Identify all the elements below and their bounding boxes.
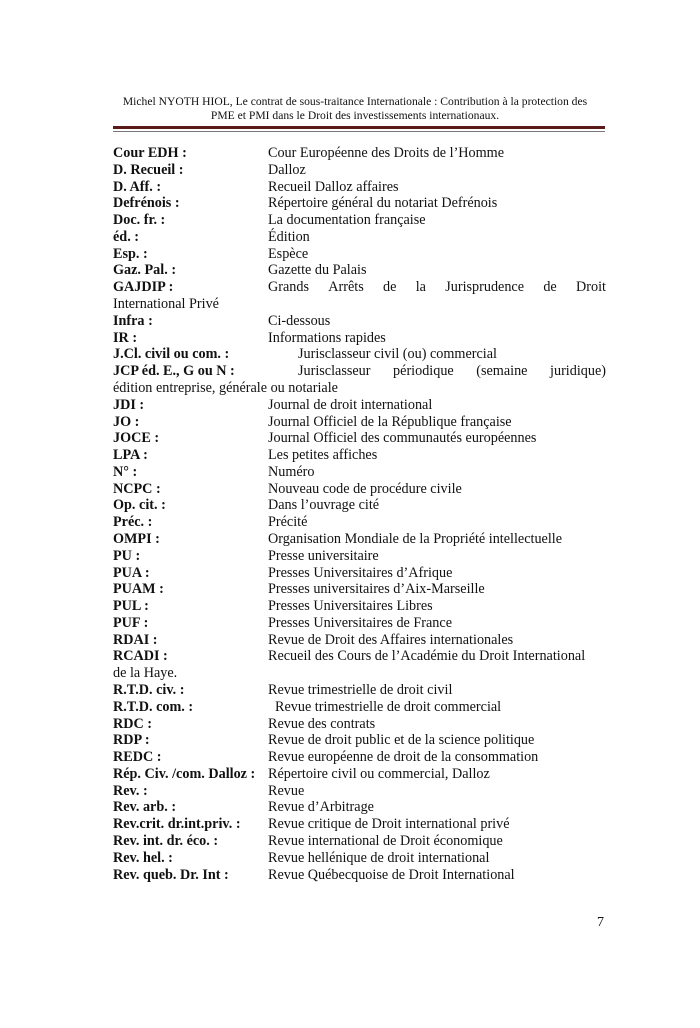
- abbreviation-row: [113, 346, 606, 363]
- definition-word: de: [543, 279, 557, 296]
- abbreviation-term: D. Aff. :: [113, 178, 162, 195]
- abbreviation-definition: Jurisclasseur civil (ou) commercial: [298, 346, 497, 363]
- abbreviation-row: [113, 816, 606, 833]
- abbreviation-row: [113, 447, 606, 464]
- abbreviation-definition: Gazette du Palais: [268, 262, 367, 279]
- abbreviation-row: [113, 313, 606, 330]
- abbreviation-list: [113, 145, 606, 883]
- abbreviation-definition: Dalloz: [268, 161, 306, 178]
- abbreviation-definition: Revue européenne de droit de la consommation: [268, 749, 539, 766]
- abbreviation-definition: Presses Universitaires d’Afrique: [268, 564, 453, 581]
- abbreviation-row: [113, 799, 606, 816]
- abbreviation-row: [113, 279, 606, 296]
- abbreviation-row: [113, 145, 606, 162]
- abbreviation-term: Cour EDH :: [113, 145, 187, 161]
- abbreviation-row: [113, 548, 606, 565]
- abbreviation-term: Defrénois :: [113, 195, 180, 212]
- abbreviation-definition: Informations rapides: [268, 329, 386, 346]
- abbreviation-term: Rev. :: [113, 782, 148, 799]
- abbreviation-term: Doc. fr. :: [113, 212, 166, 229]
- abbreviation-definition: Presses Universitaires de France: [268, 614, 452, 631]
- abbreviation-row: [113, 481, 606, 498]
- running-header-line-2: PME et PMI dans le Droit des investissements internationaux.: [210, 109, 500, 122]
- page-number: 7: [597, 915, 604, 930]
- abbreviation-row: [113, 179, 606, 196]
- definition-word: Arrêts: [328, 279, 364, 296]
- abbreviation-definition: Répertoire civil ou commercial, Dalloz: [268, 765, 490, 782]
- abbreviation-definition: Presses universitaires d’Aix-Marseille: [268, 581, 485, 598]
- abbreviation-row: [113, 514, 606, 531]
- abbreviation-term: PU :: [113, 547, 141, 564]
- abbreviation-definition: Revue d’Arbitrage: [268, 799, 374, 816]
- abbreviation-term: Rev.crit. dr.int.priv. :: [113, 816, 241, 833]
- abbreviation-definition: Journal Officiel de la République française: [268, 413, 512, 430]
- running-header-line-1: Michel NYOTH HIOL, Le contrat de sous-traitance Internationale : Contribution à la protection des: [122, 95, 588, 108]
- abbreviation-definition: Les petites affiches: [268, 447, 378, 464]
- abbreviation-term: PUA :: [113, 564, 150, 581]
- abbreviation-term: Préc. :: [113, 514, 153, 531]
- abbreviation-definition: Revue: [268, 782, 305, 799]
- abbreviation-row: [113, 212, 606, 229]
- abbreviation-row: [113, 833, 606, 850]
- abbreviation-definition: Revue international de Droit économique: [268, 833, 503, 850]
- abbreviation-term: RDC :: [113, 715, 153, 732]
- abbreviation-term: Rép. Civ. /com. Dalloz :: [113, 765, 256, 782]
- abbreviation-term: NCPC :: [113, 480, 161, 497]
- abbreviation-row: [113, 531, 606, 548]
- definition-word: Droit: [576, 279, 606, 296]
- abbreviation-row: [113, 330, 606, 347]
- abbreviation-row: [113, 615, 606, 632]
- abbreviation-row: [113, 632, 606, 649]
- abbreviation-definition: Édition: [268, 228, 310, 245]
- abbreviation-term: RDP :: [113, 732, 150, 749]
- abbreviation-row: [113, 648, 606, 665]
- abbreviation-definition: Revue de droit public et de la science politique: [268, 732, 535, 749]
- abbreviation-definition: Cour Européenne des Droits de l’Homme: [268, 145, 505, 161]
- abbreviation-term: PUAM :: [113, 581, 164, 598]
- abbreviation-term: Rev. hel. :: [113, 849, 173, 866]
- abbreviation-definition: [298, 363, 606, 380]
- abbreviation-term: PUF :: [113, 614, 149, 631]
- abbreviation-definition: Presse universitaire: [268, 547, 379, 564]
- definition-word: la: [415, 279, 426, 296]
- abbreviation-row: [113, 682, 606, 699]
- abbreviation-row: [113, 867, 606, 884]
- abbreviation-row: [113, 195, 606, 212]
- abbreviation-definition: Répertoire général du notariat Defrénois: [268, 195, 498, 212]
- abbreviation-term: IR :: [113, 329, 138, 346]
- abbreviation-definition: Recueil Dalloz affaires: [268, 178, 399, 195]
- abbreviation-term: JDI :: [113, 396, 145, 413]
- abbreviation-term: JCP éd. E., G ou N :: [113, 363, 235, 380]
- abbreviation-row: [113, 464, 606, 481]
- running-header: [100, 95, 610, 123]
- abbreviation-term: REDC :: [113, 749, 162, 766]
- abbreviation-term: JO :: [113, 413, 140, 430]
- abbreviation-row: [113, 716, 606, 733]
- abbreviation-row: [113, 246, 606, 263]
- abbreviation-row: [113, 699, 606, 716]
- abbreviation-row: [113, 397, 606, 414]
- definition-word: de: [383, 279, 397, 296]
- abbreviation-continuation: de la Haye.: [113, 665, 178, 682]
- abbreviation-term: OMPI :: [113, 530, 160, 547]
- abbreviation-term: JOCE :: [113, 430, 160, 447]
- abbreviation-definition: Revue trimestrielle de droit commercial: [275, 698, 502, 715]
- abbreviation-term: RDAI :: [113, 631, 158, 648]
- abbreviation-term: Rev. int. dr. éco. :: [113, 833, 219, 850]
- abbreviation-definition: Revue critique de Droit international privé: [268, 816, 510, 833]
- abbreviation-term: R.T.D. com. :: [113, 698, 194, 715]
- definition-word: Jurisclasseur: [298, 363, 371, 380]
- abbreviation-definition: Ci-dessous: [268, 312, 331, 329]
- abbreviation-term: J.Cl. civil ou com. :: [113, 346, 230, 363]
- abbreviation-definition: Revue Québecquoise de Droit International: [268, 866, 515, 883]
- abbreviation-definition: Journal de droit international: [268, 396, 433, 413]
- abbreviation-row: [113, 363, 606, 380]
- abbreviation-definition: Revue hellénique de droit international: [268, 849, 490, 866]
- abbreviation-term: Infra :: [113, 312, 153, 329]
- abbreviation-definition: Presses Universitaires Libres: [268, 598, 433, 615]
- definition-word: (semaine: [476, 363, 528, 380]
- abbreviation-definition: Journal Officiel des communautés européennes: [268, 430, 537, 447]
- abbreviation-term: Rev. queb. Dr. Int :: [113, 866, 229, 883]
- abbreviation-term: D. Recueil :: [113, 161, 184, 178]
- abbreviation-definition: Numéro: [268, 463, 315, 480]
- abbreviation-row: [113, 598, 606, 615]
- abbreviation-row: [113, 749, 606, 766]
- abbreviation-term: GAJDIP :: [113, 279, 174, 296]
- definition-word: juridique): [550, 363, 606, 380]
- abbreviation-definition: Dans l’ouvrage cité: [268, 497, 380, 514]
- abbreviation-term: Rev. arb. :: [113, 799, 177, 816]
- abbreviation-row: [113, 262, 606, 279]
- abbreviation-row: [113, 162, 606, 179]
- abbreviation-term: Gaz. Pal. :: [113, 262, 177, 279]
- abbreviation-definition: [268, 279, 606, 296]
- abbreviation-definition: Recueil des Cours de l’Académie du Droit International: [268, 648, 586, 665]
- abbreviation-row: [113, 414, 606, 431]
- abbreviation-term: éd. :: [113, 228, 140, 245]
- header-rule-thick: [113, 126, 605, 129]
- definition-word: Grands: [268, 279, 309, 296]
- abbreviation-term: Esp. :: [113, 245, 148, 262]
- abbreviation-row: [113, 229, 606, 246]
- abbreviation-definition: Espèce: [268, 245, 309, 262]
- abbreviation-term: PUL :: [113, 598, 149, 615]
- abbreviation-row: [113, 783, 606, 800]
- abbreviation-row: [113, 581, 606, 598]
- abbreviation-term: R.T.D. civ. :: [113, 682, 185, 698]
- abbreviation-term: LPA :: [113, 447, 148, 464]
- abbreviation-definition: Organisation Mondiale de la Propriété intellectuelle: [268, 530, 563, 547]
- abbreviation-continuation: International Privé: [113, 296, 219, 313]
- abbreviation-row: [113, 850, 606, 867]
- definition-word: périodique: [393, 363, 454, 380]
- definition-word: Jurisprudence: [445, 279, 525, 296]
- abbreviation-row: [113, 732, 606, 749]
- abbreviation-row: [113, 565, 606, 582]
- abbreviation-term: Op. cit. :: [113, 497, 166, 514]
- abbreviation-definition: La documentation française: [268, 212, 426, 229]
- abbreviation-definition: Revue de Droit des Affaires internationales: [268, 631, 514, 648]
- abbreviation-row: [113, 497, 606, 514]
- abbreviation-definition: Nouveau code de procédure civile: [268, 480, 462, 497]
- abbreviation-term: RCADI :: [113, 648, 168, 665]
- abbreviation-row: [113, 430, 606, 447]
- abbreviation-continuation: édition entreprise, générale ou notariale: [113, 379, 338, 396]
- abbreviation-row: [113, 766, 606, 783]
- abbreviation-definition: Revue trimestrielle de droit civil: [268, 682, 453, 698]
- abbreviation-definition: Précité: [268, 514, 308, 531]
- abbreviation-term: N° :: [113, 463, 138, 480]
- header-rule-thin: [113, 131, 605, 132]
- abbreviation-definition: Revue des contrats: [268, 715, 376, 732]
